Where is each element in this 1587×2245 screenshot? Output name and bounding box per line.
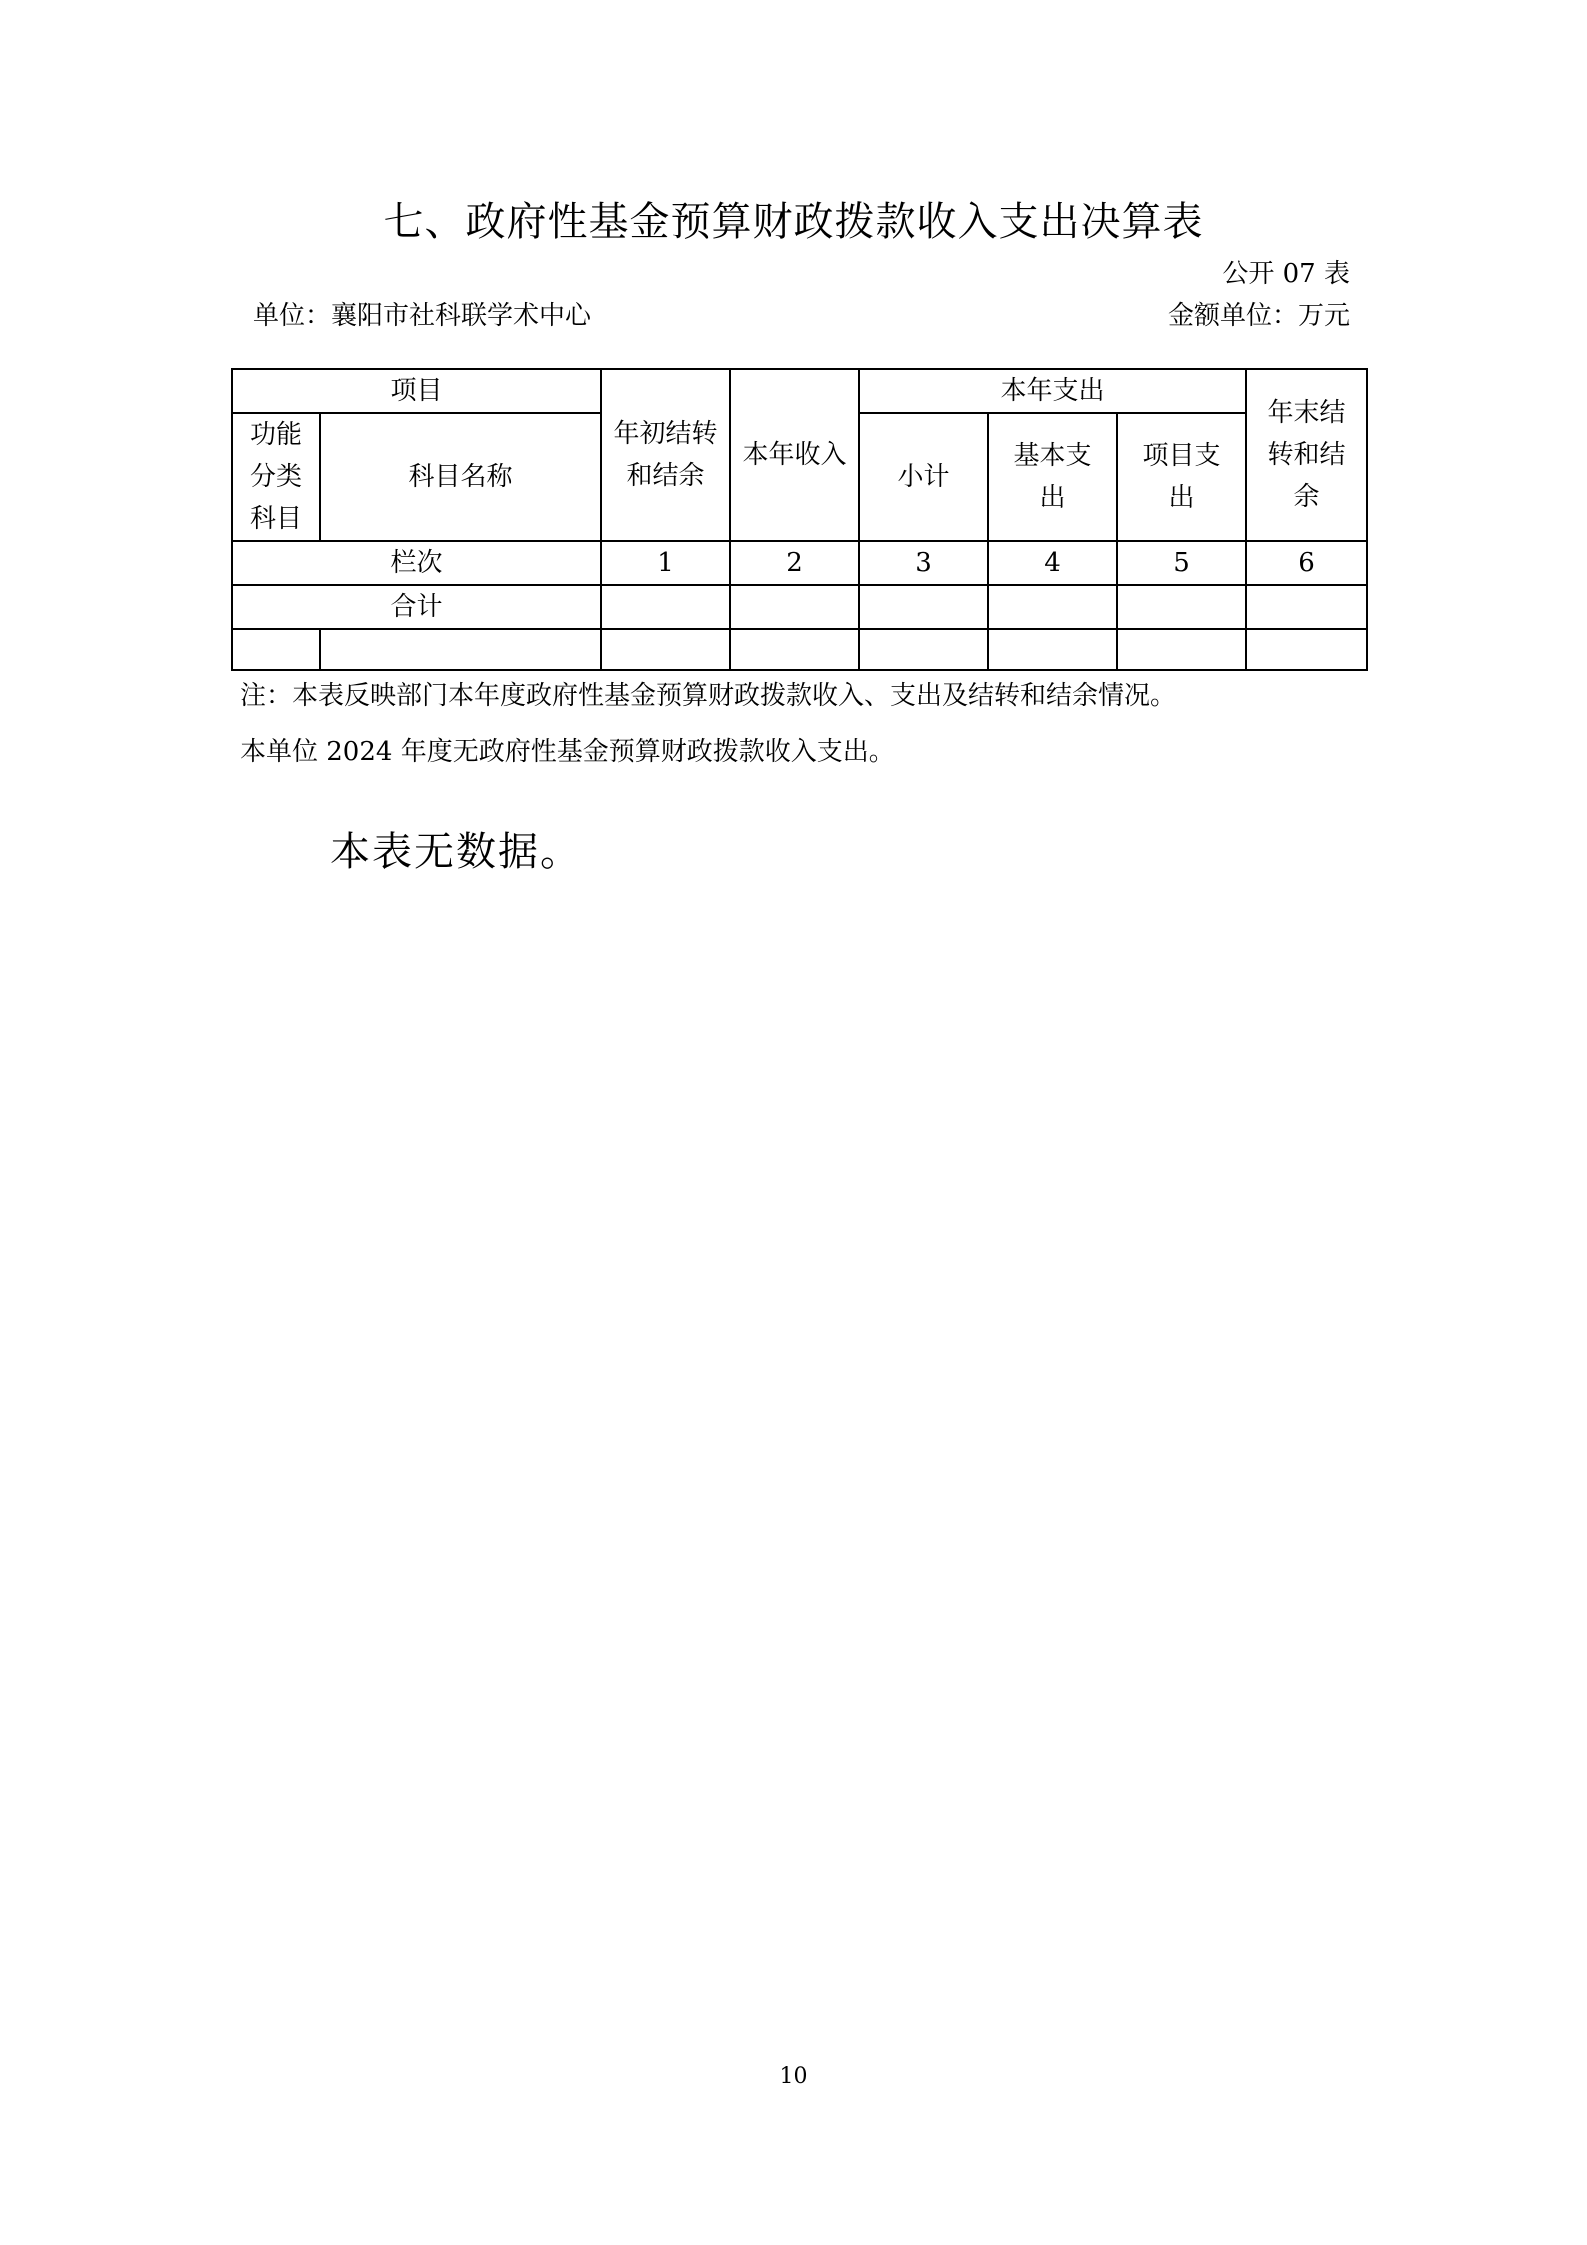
header-closing-balance-text: 年末结转和结余	[1267, 398, 1346, 512]
budget-table	[231, 368, 1368, 671]
header-basic-expense	[988, 413, 1117, 541]
total-row-label: 合计	[232, 585, 601, 629]
row-func-code	[232, 629, 320, 670]
total-cell	[859, 585, 988, 629]
unit-label: 单位：襄阳市社科联学术中心	[253, 301, 592, 331]
page-title: 七、政府性基金预算财政拨款收入支出决算表	[383, 199, 1204, 245]
header-func-code	[232, 413, 320, 541]
header-opening-balance	[601, 369, 730, 541]
column-number: 5	[1117, 541, 1246, 585]
column-number: 1	[601, 541, 730, 585]
total-cell	[988, 585, 1117, 629]
header-func-code-text: 功能分类科目	[250, 420, 303, 534]
no-income-note: 本单位 2024 年度无政府性基金预算财政拨款收入支出。	[240, 737, 895, 767]
header-opening-balance-text: 年初结转和结余	[613, 419, 718, 491]
header-subtotal: 小计	[859, 413, 988, 541]
total-cell	[1117, 585, 1246, 629]
row-cell	[988, 629, 1117, 670]
row-cell	[1117, 629, 1246, 670]
header-subject-name: 科目名称	[320, 413, 601, 541]
header-current-income	[730, 369, 859, 541]
amount-unit-label: 金额单位：万元	[1167, 301, 1350, 331]
header-basic-expense-text: 基本支出	[1013, 441, 1092, 513]
header-project-expense	[1117, 413, 1246, 541]
column-row-label: 栏次	[232, 541, 601, 585]
form-number: 公开 07 表	[1222, 259, 1350, 289]
row-cell	[730, 629, 859, 670]
table-note: 注：本表反映部门本年度政府性基金预算财政拨款收入、支出及结转和结余情况。	[240, 681, 1177, 711]
row-cell	[859, 629, 988, 670]
column-number-row	[232, 541, 1367, 585]
column-number: 6	[1246, 541, 1367, 585]
total-cell	[730, 585, 859, 629]
column-number: 4	[988, 541, 1117, 585]
header-item: 项目	[232, 369, 601, 413]
row-subject-name	[320, 629, 601, 670]
total-cell	[1246, 585, 1367, 629]
total-cell	[601, 585, 730, 629]
total-row	[232, 585, 1367, 629]
row-cell	[601, 629, 730, 670]
header-closing-balance	[1246, 369, 1367, 541]
page-number: 10	[779, 2064, 808, 2089]
column-number: 2	[730, 541, 859, 585]
row-cell	[1246, 629, 1367, 670]
header-current-expense: 本年支出	[859, 369, 1246, 413]
header-current-income-text: 本年收入	[742, 440, 847, 470]
column-number: 3	[859, 541, 988, 585]
no-data-message: 本表无数据。	[330, 829, 582, 875]
header-project-expense-text: 项目支出	[1142, 441, 1221, 513]
table-row	[232, 629, 1367, 670]
